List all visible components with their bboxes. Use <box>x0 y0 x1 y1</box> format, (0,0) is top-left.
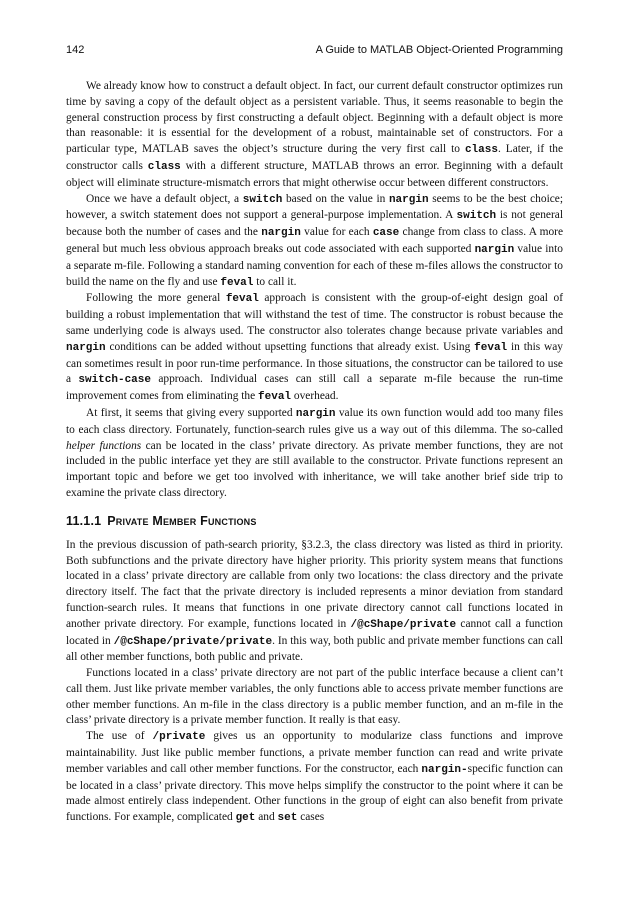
inline-code: /@cShape/private <box>350 618 457 631</box>
text-run: overhead. <box>291 390 339 403</box>
text-run: value for each <box>300 226 373 239</box>
text-run: approach. Individual cases can still call a separate m-file because the run-time improvement comes from eliminating the <box>66 373 563 403</box>
text-run: Following the more general <box>86 292 226 305</box>
paragraph <box>66 729 563 827</box>
text-run: approach is consistent with the group-of-eight design goal of building a robust implementation that will withstand the test of time. The constructor is robust because the same underlying code is always used. The constructor also tolerates change because private variables and <box>66 292 563 337</box>
paragraph <box>66 291 563 406</box>
paragraph <box>66 79 563 192</box>
emphasis-text: helper functions <box>66 439 142 452</box>
text-run: . Later, if the constructor calls <box>66 143 563 172</box>
text-run: seems to be the best choice; however, a switch statement does not support a general-purpose implementation. A <box>66 192 564 222</box>
page-number: 142 <box>66 44 85 56</box>
text-run: In the previous discussion of path-search priority, §3.2.3, the class directory was listed as third in priority. Both subfunctions and the private directory have higher priority. This priority system means that functions located in a class’ private directory are callable from only two locations: the class directory and the private directory itself. The fact that the private directory is included represents a minor deviation from standard function-search rules. It means that functions in one private directory cannot call functions located in another private directory. For example, functions located in <box>66 538 563 630</box>
inline-code: switch <box>456 210 497 223</box>
inline-code: feval <box>220 276 254 289</box>
text-run: specific function can be located in a class’ private directory. This move helps simplify the constructor to the point where it can be made almost entirely class independent. Other functions in the group of eight can also benefit from private functions. For example, complicated <box>66 762 563 824</box>
paragraph <box>66 666 563 729</box>
inline-code: feval <box>258 391 292 404</box>
paragraph <box>66 406 563 502</box>
section-heading <box>66 514 563 528</box>
text-run: gives us an opportunity to modularize class functions and improve maintainability. Just like public member functions, a private member function can read and write private member variables and call other member functions. For the constructor, each <box>66 730 563 775</box>
inline-code: feval <box>474 341 508 354</box>
text-run: value into a separate m-file. Following a standard naming convention for each of these m-files allows the constructor to build the name on the fly and use <box>66 242 563 288</box>
body-text <box>66 79 563 827</box>
text-run: to call it. <box>253 275 297 288</box>
text-run: cannot call a function located in <box>66 617 563 647</box>
text-run: . In this way, both public and private member functions can call all other member functions, both public and private. <box>66 634 563 664</box>
inline-code: class <box>464 144 498 157</box>
inline-code: nargin <box>474 243 515 256</box>
inline-code: get <box>235 812 256 825</box>
inline-code: class <box>147 160 181 173</box>
text-run: value its own function would add too many files to each class directory. Fortunately, function-search rules give us a way out of this dilemma. The so-called <box>66 406 563 436</box>
book-title: A Guide to MATLAB Object-Oriented Programming <box>315 44 563 56</box>
text-run: in this way can sometimes result in poor run-time performance. In those situations, the constructor can be tailored to use a <box>66 340 563 386</box>
text-run: can be located in the class’ private directory. As private member functions, they are not included in the public interface yet they are still available to the constructor. Private functions represent an important topic and before we get too involved with inheritance, we will take another brief side trip to examine the private class directory. <box>66 439 564 499</box>
paragraph <box>66 538 563 666</box>
inline-code: nargin <box>388 193 429 206</box>
text-run: Functions located in a class’ private directory are not part of the public interface because a client can’t call them. Just like private member variables, the only functions able to access private member functions are other member functions. An m-file in the class directory is a public member function, and an m-file in the class’ private directory is a private member function. It really is that easy. <box>66 667 563 727</box>
inline-code: switch-case <box>78 374 151 387</box>
section-title: Private Member Functions <box>107 513 257 528</box>
paragraph <box>66 192 563 292</box>
inline-code: nargin <box>261 227 301 240</box>
text-run: change from class to class. A more general but much less obvious approach breaks out code associated with each supported <box>66 226 564 255</box>
text-run: is not general because both the number of cases and the <box>66 209 564 239</box>
text-run: based on the value in <box>282 192 389 205</box>
inline-code: nargin <box>66 341 106 354</box>
text-run: At first, it seems that giving every supported <box>86 406 296 419</box>
section-number: 11.1.1 <box>66 513 102 528</box>
inline-code: nargin- <box>421 763 468 776</box>
text-run: cases <box>297 811 325 824</box>
text-run: The use of <box>86 730 153 743</box>
inline-code: /private <box>152 731 206 744</box>
text-run: conditions can be added without upsetting functions that already exist. Using <box>105 340 475 353</box>
inline-code: case <box>372 227 400 240</box>
text-run: Once we have a default object, a <box>86 192 243 205</box>
inline-code: feval <box>225 293 259 306</box>
inline-code: set <box>277 812 298 825</box>
text-run: with a different structure, MATLAB throws an error. Beginning with a default object will eliminate structure-mismatch errors that might otherwise occur between different constructors. <box>66 159 563 189</box>
paragraphs-after-section <box>66 538 563 827</box>
inline-code: /@cShape/private/private <box>113 635 273 648</box>
inline-code: nargin <box>295 407 336 420</box>
text-run: and <box>255 811 278 824</box>
inline-code: switch <box>242 193 283 206</box>
text-run: We already know how to construct a default object. In fact, our current default constructor optimizes run time by saving a copy of the default object as a persistent variable. Thus, it seems reasonable to begin the general construction process by first constructing a default object. Beginning with a default object is more than reasonable: it is essential for the development of a robust, maintainable set of constructors. For a particular type, MATLAB saves the object’s structure during the very first call to <box>66 80 563 156</box>
paragraphs-before-section <box>66 79 563 502</box>
